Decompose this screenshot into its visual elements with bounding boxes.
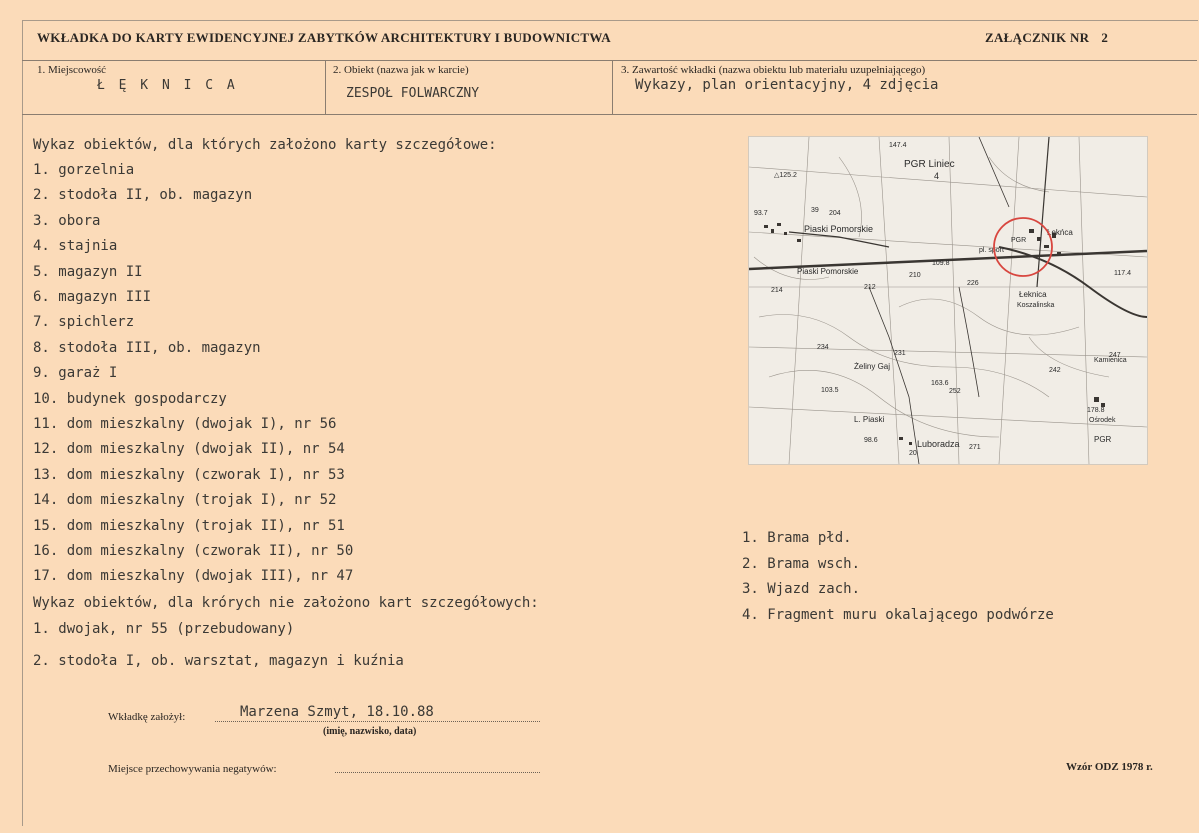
field-divider-1 — [325, 60, 326, 114]
photo-caption: 3. Wjazd zach. — [742, 581, 861, 597]
svg-text:Łeknica: Łeknica — [1019, 290, 1047, 299]
annex-label-text: ZAŁĄCZNIK NR — [985, 30, 1090, 45]
svg-text:214: 214 — [771, 287, 783, 294]
object-value: ZESPOŁ FOLWARCZNY — [346, 86, 480, 101]
svg-text:98.6: 98.6 — [864, 437, 878, 444]
list-item: 14. dom mieszkalny (trojak I), nr 52 — [33, 492, 337, 509]
contents-label: 3. Zawartość wkładki (nazwa obiektu lub materiału uzupełniającego) — [621, 64, 926, 76]
list-item: 16. dom mieszkalny (czworak II), nr 50 — [33, 543, 354, 559]
svg-text:L. Piaski: L. Piaski — [854, 415, 885, 424]
list-without-cards-title: Wykaz obiektów, dla krórych nie założono kart szczegółowych: — [33, 595, 539, 611]
svg-text:PGR: PGR — [1094, 435, 1112, 444]
fields-divider — [22, 114, 1197, 115]
svg-text:Piaski Pomorskie: Piaski Pomorskie — [797, 267, 859, 276]
svg-text:242: 242 — [1049, 367, 1061, 374]
svg-text:Piaski Pomorskie: Piaski Pomorskie — [804, 224, 874, 234]
list-item: 3. obora — [33, 212, 101, 229]
svg-text:231: 231 — [894, 350, 906, 357]
photo-caption: 2. Brama wsch. — [742, 555, 861, 572]
svg-text:39: 39 — [811, 207, 819, 214]
svg-text:109.8: 109.8 — [932, 260, 950, 267]
signature-caption: (imię, nazwisko, data) — [323, 726, 417, 737]
svg-text:163.6: 163.6 — [931, 380, 949, 387]
photo-caption: 1. Brama płd. — [742, 530, 852, 546]
list-item: 1. dwojak, nr 55 (przebudowany) — [33, 621, 295, 637]
svg-text:271: 271 — [969, 444, 981, 451]
svg-text:103.5: 103.5 — [821, 387, 839, 394]
field-divider-2 — [612, 60, 613, 114]
svg-text:20: 20 — [909, 450, 917, 457]
svg-text:△125.2: △125.2 — [774, 172, 797, 179]
list-item: 4. stajnia — [33, 238, 118, 255]
svg-text:210: 210 — [909, 272, 921, 279]
signature-value: Marzena Szmyt, 18.10.88 — [240, 704, 434, 720]
form-model: Wzór ODZ 1978 r. — [1066, 761, 1153, 773]
map-drawing — [749, 137, 1147, 464]
svg-text:252: 252 — [949, 388, 961, 395]
signature-label: Wkładkę założył: — [108, 711, 186, 723]
svg-text:Łekńca: Łekńca — [1047, 228, 1073, 237]
annex-number: 2 — [1101, 30, 1109, 45]
svg-text:Koszalinska: Koszalinska — [1017, 302, 1055, 309]
svg-text:204: 204 — [829, 210, 841, 217]
list-item: 9. garaż I — [33, 365, 118, 382]
list-item: 13. dom mieszkalny (czworak I), nr 53 — [33, 466, 345, 483]
svg-text:178.8: 178.8 — [1087, 407, 1105, 414]
negatives-label: Miejsce przechowywania negatywów: — [108, 763, 277, 775]
list-item: 1. gorzelnia — [33, 162, 135, 178]
list-item: 2. stodoła II, ob. magazyn — [33, 187, 253, 204]
form-title: WKŁADKA DO KARTY EWIDENCYJNEJ ZABYTKÓW ARCHITEKTURY I BUDOWNICTWA — [37, 30, 611, 45]
object-label: 2. Obiekt (nazwa jak w karcie) — [333, 64, 469, 76]
list-item: 6. magazyn III — [33, 289, 152, 305]
svg-text:234: 234 — [817, 344, 829, 351]
photo-caption: 4. Fragment muru okalającego podwórze — [742, 606, 1054, 623]
svg-text:PGR: PGR — [1011, 237, 1027, 244]
annex-label — [985, 30, 1108, 46]
svg-text:Kamienica: Kamienica — [1094, 357, 1127, 364]
list-item: 11. dom mieszkalny (dwojak I), nr 56 — [33, 416, 337, 432]
svg-text:212: 212 — [864, 284, 876, 291]
orientation-map — [748, 136, 1148, 465]
contents-value: Wykazy, plan orientacyjny, 4 zdjęcia — [635, 77, 939, 93]
list-item: 10. budynek gospodarczy — [33, 390, 227, 407]
signature-line — [215, 721, 540, 722]
svg-text:Żeliny Gaj: Żeliny Gaj — [854, 362, 891, 371]
list-item: 12. dom mieszkalny (dwojak II), nr 54 — [33, 441, 345, 458]
list-with-cards-title: Wykaz obiektów, dla których założono karty szczegółowe: — [33, 137, 497, 153]
list-item: 8. stodoła III, ob. magazyn — [33, 339, 261, 356]
list-item: 5. magazyn II — [33, 263, 143, 280]
svg-text:93.7: 93.7 — [754, 210, 768, 217]
svg-text:4: 4 — [934, 171, 940, 181]
svg-text:117.4: 117.4 — [1114, 270, 1131, 277]
svg-text:247: 247 — [1109, 352, 1121, 359]
locality-label: 1. Miejscowość — [37, 64, 107, 76]
svg-text:PGR Liniec: PGR Liniec — [904, 159, 955, 170]
locality-value: Ł Ę K N I C A — [97, 78, 238, 93]
svg-text:pl. sport: pl. sport — [979, 247, 1004, 254]
list-item: 2. stodoła I, ob. warsztat, magazyn i kuźnia — [33, 653, 404, 669]
svg-text:Luboradza: Luboradza — [917, 439, 960, 449]
header-divider — [22, 60, 1197, 61]
list-item: 7. spichlerz — [33, 314, 135, 331]
svg-text:226: 226 — [967, 280, 979, 287]
negatives-line — [335, 772, 540, 773]
svg-text:Ośrodek: Ośrodek — [1089, 417, 1116, 424]
list-item: 17. dom mieszkalny (dwojak III), nr 47 — [33, 568, 354, 585]
svg-text:147.4: 147.4 — [889, 142, 907, 149]
list-item: 15. dom mieszkalny (trojak II), nr 51 — [33, 517, 345, 534]
